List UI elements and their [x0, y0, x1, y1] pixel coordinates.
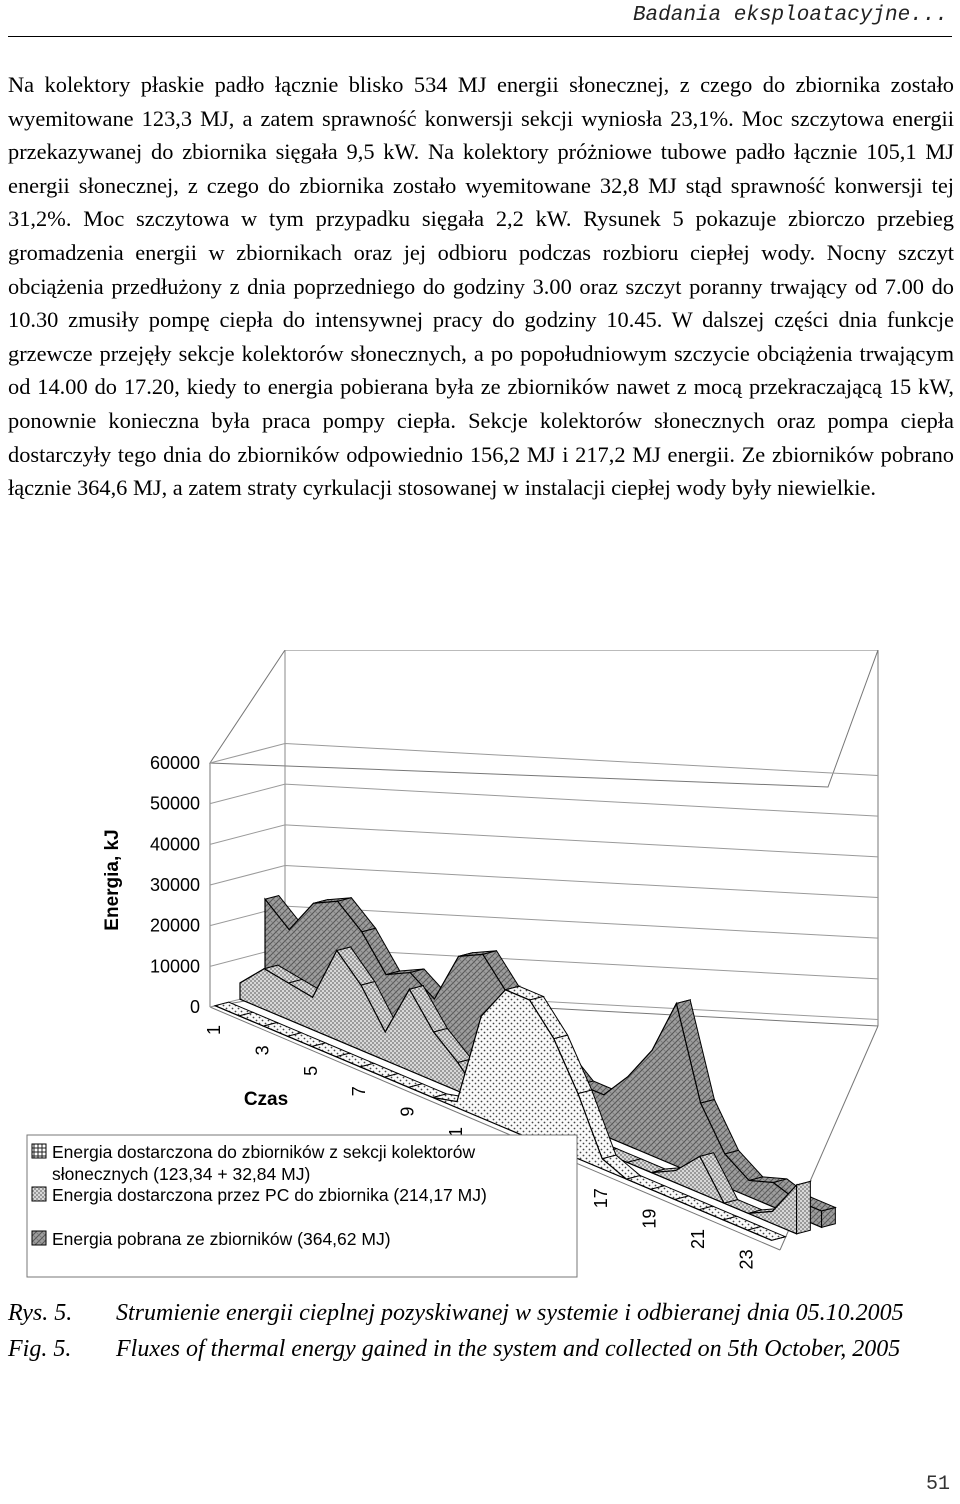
legend-label-solar: Energia dostarczona do zbiorników z sekcji kolektorów słonecznych (123,34 + 32,84 MJ) [52, 1142, 476, 1184]
caption-pl-text: Strumienie energii cieplnej pozyskiwanej w systemie i odbieranej dnia 05.10.2005 [116, 1300, 904, 1326]
y-tick-label: 10000 [149, 956, 200, 977]
caption-en [8, 1332, 954, 1366]
caption-en-label: Fig. 5. [8, 1336, 72, 1362]
legend-swatch-pc [32, 1187, 46, 1201]
x-tick-label: 5 [300, 1065, 321, 1076]
y-tick-label: 20000 [149, 915, 200, 936]
caption-pl-label: Rys. 5. [8, 1300, 73, 1326]
legend [27, 1135, 577, 1277]
legend-swatch-solar [32, 1144, 46, 1158]
running-title: Badania eksploatacyjne... [632, 4, 948, 27]
x-tick-label: 23 [736, 1249, 757, 1270]
x-axis-label: Czas [243, 1089, 289, 1110]
page-number: 51 [925, 1473, 950, 1496]
figure-caption [8, 1296, 954, 1368]
legend-label-draw: Energia pobrana ze zbiorników (364,62 MJ) [52, 1229, 391, 1249]
y-tick-label: 60000 [149, 753, 200, 773]
body-paragraph: Na kolektory płaskie padło łącznie blisko 534 MJ energii słonecznej, z czego do zbiornika zostało wyemitowane 123,3 MJ, a zatem sprawność konwersji sekcji wyniosła 23,1%. Moc szczytowa energii przekazywanej do zbiornika sięgała 9,5 kW. Na kolektory próżniowe tubowe padło łącznie 105,1 MJ energii słonecznej, z czego do zbiornika zostało wyemitowane 32,8 MJ stąd sprawność konwersji tej 31,2%. Moc szczytowa w tym przypadku sięgała 2,2 kW. Rysunek 5 pokazuje zbiorczo przebieg gromadzenia energii w zbiornikach oraz jej odbioru podczas rozbioru ciepłej wody. Nocny szczyt obciążenia przedłużony z dnia poprzedniego do godziny 3.00 oraz szczyt poranny trwający od 7.00 do 10.30 zmusiły pompę ciepła do intensywnej pracy do godziny 10.45. W dalszej części dnia funkcje grzewcze przejęły sekcje kolektorów słonecznych, a po popołudniowym szczycie obciążenia trwającym od 14.00 do 17.20, kiedy to energia pobierana była ze zbiorników nawet z mocą przekraczającą 15 kW, ponownie konieczna była praca pompy ciepła. Sekcje kolektorów słonecznych oraz pompa ciepła dostarczyły tego dnia do zbiorników odpowiednio 156,2 MJ i 217,2 MJ energii. Ze zbiorników pobrano łącznie 364,6 MJ, a zatem straty cyrkulacji stosowanej w instalacji ciepłej wody były niewielkie. [8, 72, 954, 501]
back-wall [210, 650, 878, 787]
caption-pl [8, 1296, 954, 1330]
energy-chart [0, 650, 960, 1290]
x-tick-label: 19 [639, 1208, 660, 1229]
energy-chart-svg [0, 650, 960, 1290]
ribbon-end-cap [797, 1181, 811, 1233]
legend-label-pc: Energia dostarczona przez PC do zbiornika (214,17 MJ) [52, 1185, 487, 1205]
x-tick-label: 9 [397, 1106, 418, 1117]
y-tick-label: 0 [189, 997, 200, 1017]
y-tick-label: 40000 [149, 834, 200, 855]
y-axis-label: Energia, kJ [102, 829, 123, 931]
gridline [210, 866, 878, 898]
y-tick-label: 30000 [149, 875, 200, 895]
gridline [210, 744, 878, 776]
y-axis-ticks [150, 753, 200, 1017]
caption-en-text: Fluxes of thermal energy gained in the system and collected on 5th October, 2005 [116, 1336, 901, 1362]
running-header [8, 0, 952, 37]
x-tick-label: 17 [591, 1188, 612, 1209]
x-tick-label: 7 [349, 1086, 370, 1097]
x-tick-label: 21 [688, 1229, 708, 1250]
gridline [210, 825, 878, 857]
ribbon-end-cap [822, 1207, 836, 1227]
legend-swatch-draw [32, 1231, 46, 1245]
y-tick-label: 50000 [149, 793, 200, 814]
gridline [210, 784, 878, 816]
x-tick-label: 1 [204, 1025, 224, 1036]
x-tick-label: 3 [252, 1045, 273, 1056]
